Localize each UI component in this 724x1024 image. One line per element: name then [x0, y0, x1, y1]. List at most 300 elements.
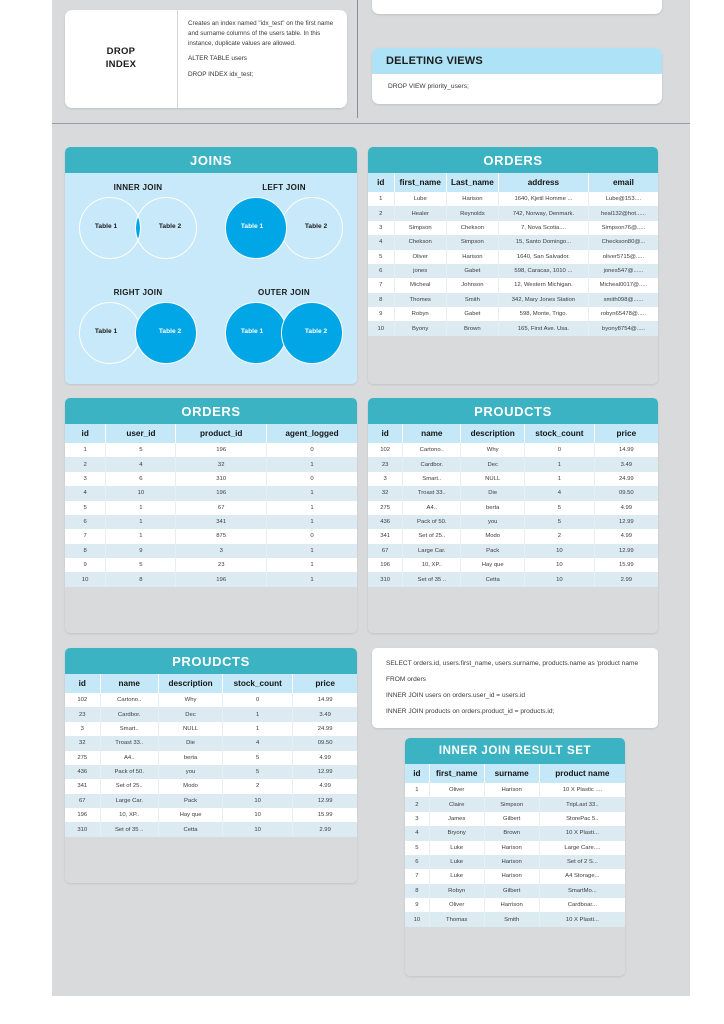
table-cell: Micheal0017@..... — [599, 282, 648, 289]
table-cell: 2 — [525, 529, 595, 543]
table-cell: 7 — [65, 529, 106, 543]
table-cell: 1 — [65, 443, 106, 457]
table-cell: 875 — [176, 529, 267, 543]
table-row — [65, 457, 357, 471]
table-cell: 12.99 — [618, 519, 634, 526]
table-cell: Brown — [446, 321, 498, 335]
table-cell: 5 — [106, 558, 176, 572]
column-header: product_id — [176, 424, 267, 443]
column-header: price — [293, 674, 357, 693]
table-cell: 6 — [106, 472, 176, 486]
table-cell: Harison — [484, 855, 539, 869]
table-cell: Hay que — [158, 808, 222, 822]
table-row — [368, 307, 658, 321]
table-cell: 9 — [405, 898, 429, 912]
table-cell: Thomas — [429, 912, 484, 926]
table-cell: Simpson — [446, 235, 498, 249]
drop-index-body — [178, 10, 347, 108]
table-row — [405, 898, 625, 912]
column-header: description — [158, 674, 222, 693]
table-cell: 09.50 — [317, 740, 333, 747]
table-cell: 310 — [65, 822, 100, 836]
column-header: price — [594, 424, 658, 443]
column-header: id — [65, 424, 106, 443]
table-cell: robyn65478@..... — [600, 311, 647, 318]
table-header-row — [405, 764, 625, 783]
table-cell: 5 — [525, 515, 595, 529]
products-left-table — [65, 674, 357, 837]
table-cell: Cetta — [158, 822, 222, 836]
table-row — [65, 501, 357, 515]
table-cell: 196 — [368, 558, 403, 572]
table-cell: 10 — [223, 808, 293, 822]
table-cell: Set of 2 S... — [566, 859, 598, 866]
table-cell: 8 — [106, 572, 176, 586]
table-row — [368, 293, 658, 307]
table-cell: A4.. — [100, 751, 158, 765]
table-cell: 436 — [368, 515, 403, 529]
table-row — [405, 884, 625, 898]
table-cell: James — [429, 812, 484, 826]
table-cell: 67 — [65, 794, 100, 808]
table-row — [368, 472, 658, 486]
orders-title: ORDERS — [181, 403, 241, 419]
table-cell: Gabet — [446, 264, 498, 278]
table-cell: 0 — [525, 443, 595, 457]
table-row — [368, 235, 658, 249]
column-header: name — [100, 674, 158, 693]
orders-users-table-wrap — [368, 173, 658, 336]
table-cell: Dec — [461, 457, 525, 471]
table-cell: 341 — [65, 779, 100, 793]
table-cell: 2 — [65, 457, 106, 471]
table-cell: 24.99 — [618, 475, 634, 482]
table-row — [368, 443, 658, 457]
table-row — [65, 736, 357, 750]
table-row — [368, 544, 658, 558]
table-cell: 6 — [368, 264, 394, 278]
table-cell: Cardbor. — [403, 457, 461, 471]
table-cell: 1 — [310, 504, 314, 511]
table-cell: 102 — [65, 693, 100, 707]
venn-label-table1: Table 1 — [240, 327, 264, 335]
inner-join-result-table-wrap — [405, 764, 625, 927]
table-cell: heal132@hot...... — [600, 210, 646, 217]
venn-label-table1: Table 1 — [94, 223, 118, 230]
column-header: product name — [539, 764, 625, 783]
table-cell: smith098@...... — [603, 296, 644, 303]
table-cell: berta — [158, 751, 222, 765]
table-cell: 4.99 — [620, 533, 633, 540]
table-header-row — [65, 424, 357, 443]
table-header-row — [368, 424, 658, 443]
table-cell: Lube@153.... — [605, 196, 642, 203]
table-cell: 3.49 — [319, 711, 331, 718]
table-cell: 24.99 — [317, 725, 333, 732]
table-cell: 2 — [223, 779, 293, 793]
table-cell: Cardbor. — [100, 707, 158, 721]
table-cell: 9 — [106, 544, 176, 558]
column-header: name — [403, 424, 461, 443]
table-row — [65, 765, 357, 779]
table-row — [368, 321, 658, 335]
table-row — [368, 264, 658, 278]
table-row — [65, 822, 357, 836]
table-cell: Lube — [394, 192, 446, 206]
table-cell: 1640, San Salvador. — [498, 250, 588, 264]
table-cell: 275 — [368, 501, 403, 515]
table-cell: Simpson — [484, 797, 539, 811]
inner-join-result-panel — [405, 738, 625, 976]
joins-grid — [65, 173, 357, 384]
table-cell: Die — [158, 736, 222, 750]
column-header: first_name — [394, 173, 446, 192]
orders-panel — [65, 398, 357, 633]
table-cell: 32 — [65, 736, 100, 750]
table-cell: 196 — [176, 443, 267, 457]
table-cell: 10 — [106, 486, 176, 500]
table-row — [65, 751, 357, 765]
table-cell: 67 — [176, 501, 267, 515]
column-header: agent_logged — [266, 424, 357, 443]
column-header: Last_name — [446, 173, 498, 192]
table-cell: 8 — [65, 544, 106, 558]
table-cell: Large Care.... — [564, 844, 601, 851]
table-row — [65, 693, 357, 707]
table-cell: 10 — [223, 794, 293, 808]
table-row — [405, 783, 625, 797]
products-right-title: PROUDCTS — [474, 403, 552, 419]
table-cell: Oliver — [429, 783, 484, 797]
table-cell: 12.99 — [317, 797, 333, 804]
venn-diagram-right — [79, 302, 197, 364]
table-cell: 342, Mary Jones Station — [498, 293, 588, 307]
table-row — [368, 250, 658, 264]
vertical-divider — [357, 0, 358, 118]
table-cell: 5 — [525, 501, 595, 515]
table-cell: Reynolds — [446, 206, 498, 220]
table-cell: Brown — [484, 826, 539, 840]
table-cell: 1 — [223, 722, 293, 736]
table-row — [368, 558, 658, 572]
partial-card-above — [372, 0, 662, 14]
table-cell: 5 — [223, 751, 293, 765]
table-cell: 23 — [65, 707, 100, 721]
table-cell: 15.99 — [317, 812, 333, 819]
column-header: stock_count — [223, 674, 293, 693]
table-cell: 1 — [310, 519, 314, 526]
table-cell: Why — [461, 443, 525, 457]
sql-line-2: FROM orders — [386, 675, 426, 683]
table-cell: 4 — [223, 736, 293, 750]
table-cell: 10 — [525, 572, 595, 586]
top-cards-strip — [52, 0, 690, 128]
venn-diagram-left — [225, 197, 343, 259]
column-header: surname — [484, 764, 539, 783]
table-cell: Set of 25.. — [403, 529, 461, 543]
table-cell: 4.99 — [319, 783, 331, 790]
table-cell: Oliver — [394, 250, 446, 264]
table-cell: 10 — [525, 544, 595, 558]
sql-line-3: INNER JOIN users on orders.user_id = users.id — [386, 691, 526, 699]
table-cell: 3 — [405, 812, 429, 826]
table-cell: 1 — [310, 576, 314, 583]
table-cell: 3 — [65, 472, 106, 486]
table-cell: 1 — [310, 461, 314, 468]
table-row — [368, 572, 658, 586]
table-cell: 32 — [368, 486, 403, 500]
table-row — [405, 797, 625, 811]
venn-inner-join — [65, 175, 211, 280]
table-cell: 10, XP.. — [100, 808, 158, 822]
table-cell: 14.99 — [618, 447, 634, 454]
table-cell: oliver5715@..... — [602, 253, 645, 260]
table-row — [368, 529, 658, 543]
table-cell: Dec — [158, 707, 222, 721]
drop-index-card — [65, 10, 347, 108]
table-row — [65, 529, 357, 543]
table-cell: 5 — [368, 250, 394, 264]
column-header: id — [65, 674, 100, 693]
table-cell: 1640, Kjetil Homme ... — [498, 192, 588, 206]
drop-index-title-line1: DROP — [106, 46, 136, 58]
table-cell: 436 — [65, 765, 100, 779]
table-row — [65, 779, 357, 793]
table-cell: Smart.. — [403, 472, 461, 486]
venn-label-table2: Table 2 — [304, 327, 328, 335]
table-cell: NULL — [158, 722, 222, 736]
column-header: email — [588, 173, 658, 192]
orders-users-table — [368, 173, 658, 336]
table-cell: Troast 33.. — [100, 736, 158, 750]
table-cell: 598, Monte, Trigo. — [498, 307, 588, 321]
table-row — [65, 443, 357, 457]
table-cell: Luke — [429, 869, 484, 883]
table-row — [65, 515, 357, 529]
table-cell: A4 Storage... — [565, 873, 600, 880]
table-row — [65, 472, 357, 486]
table-cell: Cartono.. — [403, 443, 461, 457]
table-cell: 742, Norway, Denmark. — [498, 206, 588, 220]
table-row — [368, 221, 658, 235]
table-cell: 2.99 — [319, 826, 331, 833]
products-right-table-wrap — [368, 424, 658, 587]
table-row — [65, 572, 357, 586]
table-cell: 310 — [176, 472, 267, 486]
inner-join-result-header — [405, 738, 625, 764]
deleting-views-title: DELETING VIEWS — [386, 55, 483, 67]
table-cell: Claire — [429, 797, 484, 811]
table-row — [405, 855, 625, 869]
column-header: address — [498, 173, 588, 192]
table-row — [368, 278, 658, 292]
table-cell: 2.99 — [620, 576, 633, 583]
table-cell: Cetta — [461, 572, 525, 586]
venn-label-table2: Table 2 — [158, 223, 182, 230]
table-cell: jones — [394, 264, 446, 278]
table-cell: 6 — [65, 515, 106, 529]
products-right-header — [368, 398, 658, 424]
table-cell: Robyn — [394, 307, 446, 321]
table-cell: Pack — [158, 794, 222, 808]
products-left-panel — [65, 648, 357, 883]
table-cell: Pack of 50. — [403, 515, 461, 529]
table-cell: 1 — [106, 529, 176, 543]
table-cell: 1 — [525, 472, 595, 486]
table-cell: 14.99 — [317, 697, 333, 704]
table-cell: 196 — [65, 808, 100, 822]
table-cell: 12, Western Michigan. — [498, 278, 588, 292]
drop-index-description: Creates an index named "idx_test" on the first name and surname columns of the users table. In this instance, duplicate values are allowed. — [188, 20, 334, 47]
joins-title: JOINS — [189, 152, 232, 168]
table-cell: 9 — [368, 307, 394, 321]
table-row — [368, 206, 658, 220]
table-cell: you — [158, 765, 222, 779]
table-cell: 1 — [368, 192, 394, 206]
table-cell: Johnson — [446, 278, 498, 292]
table-cell: 4 — [65, 486, 106, 500]
table-cell: jones547@...... — [603, 268, 644, 275]
table-cell: Set of 35 .. — [100, 822, 158, 836]
table-row — [65, 486, 357, 500]
table-cell: 1 — [223, 707, 293, 721]
table-cell: Healer — [394, 206, 446, 220]
table-cell: 23 — [368, 457, 403, 471]
table-cell: Smith — [446, 293, 498, 307]
table-cell: Pack — [461, 544, 525, 558]
table-cell: Cartono.. — [100, 693, 158, 707]
table-header-row — [65, 674, 357, 693]
table-cell: 0 — [310, 475, 314, 482]
table-cell: 1 — [525, 457, 595, 471]
table-cell: Simpson — [394, 221, 446, 235]
table-cell: StorePac 5.. — [566, 815, 599, 822]
table-cell: 10 X Plasti... — [565, 916, 599, 923]
table-cell: Die — [461, 486, 525, 500]
table-cell: 10 — [368, 321, 394, 335]
table-cell: Gabet — [446, 307, 498, 321]
table-cell: Smart.. — [100, 722, 158, 736]
table-row — [368, 486, 658, 500]
table-cell: 102 — [368, 443, 403, 457]
orders-users-title: ORDERS — [483, 152, 543, 168]
table-cell: Harison — [446, 250, 498, 264]
table-row — [405, 812, 625, 826]
column-header: user_id — [106, 424, 176, 443]
table-cell: 5 — [405, 841, 429, 855]
table-cell: Harison — [484, 841, 539, 855]
deleting-views-header — [372, 48, 662, 74]
table-cell: Set of 25.. — [100, 779, 158, 793]
table-cell: 1 — [310, 490, 314, 497]
products-left-title: PROUDCTS — [172, 653, 250, 669]
venn-outer-join — [211, 280, 357, 385]
products-right-table — [368, 424, 658, 587]
venn-outer-join-title: OUTER JOIN — [258, 287, 310, 297]
table-cell: 9 — [65, 558, 106, 572]
table-header-row — [368, 173, 658, 192]
table-cell: berta — [461, 501, 525, 515]
table-cell: NULL — [461, 472, 525, 486]
table-cell: 1 — [106, 501, 176, 515]
venn-inner-join-title: INNER JOIN — [113, 183, 163, 192]
table-cell: 165, First Ave. Usa. — [498, 321, 588, 335]
table-cell: Thomes — [394, 293, 446, 307]
table-cell: Harison — [446, 192, 498, 206]
orders-header — [65, 398, 357, 424]
table-cell: Set of 35 .. — [403, 572, 461, 586]
column-header: id — [368, 424, 403, 443]
table-cell: Simpson76@..... — [601, 224, 646, 231]
table-row — [368, 501, 658, 515]
column-header: stock_count — [525, 424, 595, 443]
venn-diagram-inner — [79, 197, 197, 259]
table-row — [368, 192, 658, 206]
column-header: id — [405, 764, 429, 783]
table-cell: Robyn — [429, 884, 484, 898]
table-cell: 310 — [368, 572, 403, 586]
table-cell: 2 — [368, 206, 394, 220]
table-cell: SmartMo... — [567, 887, 597, 894]
table-cell: Gilbert — [484, 884, 539, 898]
table-row — [65, 558, 357, 572]
drop-index-title-cell — [65, 10, 178, 108]
table-cell: 4.99 — [319, 754, 331, 761]
orders-table — [65, 424, 357, 587]
joins-panel — [65, 147, 357, 384]
table-cell: Large Car. — [100, 794, 158, 808]
venn-label-table1: Table 1 — [94, 327, 118, 335]
table-cell: you — [461, 515, 525, 529]
table-cell: 0 — [310, 447, 314, 454]
table-cell: Micheal — [394, 278, 446, 292]
table-cell: Hay que — [461, 558, 525, 572]
table-cell: 67 — [368, 544, 403, 558]
drop-index-code-line2: DROP INDEX idx_test; — [188, 70, 254, 78]
table-row — [65, 707, 357, 721]
table-cell: Gilbert — [484, 812, 539, 826]
venn-label-table1: Table 1 — [240, 223, 264, 230]
table-cell: 5 — [106, 443, 176, 457]
products-right-panel — [368, 398, 658, 633]
column-header: description — [461, 424, 525, 443]
table-cell: Cardboar... — [567, 902, 597, 909]
table-cell: Smith — [484, 912, 539, 926]
table-cell: Troast 33.. — [403, 486, 461, 500]
table-cell: 5 — [65, 501, 106, 515]
table-cell: 0 — [223, 693, 293, 707]
table-cell: 196 — [176, 486, 267, 500]
table-cell: 4 — [368, 235, 394, 249]
joins-header — [65, 147, 357, 173]
drop-index-code-line1: ALTER TABLE users — [188, 55, 247, 63]
table-cell: 3 — [368, 221, 394, 235]
venn-label-table2: Table 2 — [304, 223, 328, 230]
table-row — [405, 841, 625, 855]
inner-join-result-table — [405, 764, 625, 927]
venn-diagram-outer — [225, 302, 343, 364]
table-row — [368, 515, 658, 529]
table-cell: Oliver — [429, 898, 484, 912]
products-left-header — [65, 648, 357, 674]
table-row — [405, 869, 625, 883]
table-row — [65, 544, 357, 558]
table-cell: byony8754@..... — [601, 325, 645, 332]
table-cell: 4.99 — [620, 504, 633, 511]
table-row — [405, 826, 625, 840]
table-cell: Large Car. — [403, 544, 461, 558]
table-cell: Byony — [394, 321, 446, 335]
